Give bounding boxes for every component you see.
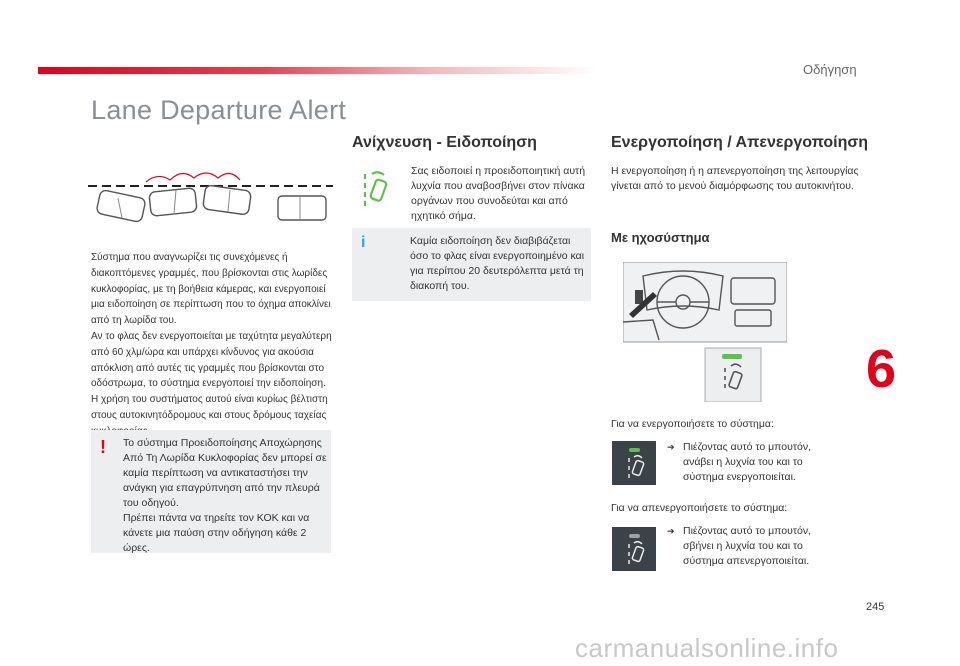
activate-step bbox=[667, 440, 827, 485]
detection-text: Σας ειδοποιεί η προειδοποιητική αυτή λυχνία που αναβοσβήνει στον πίνακα οργάνων που συνοδεύται και από ηχητικό σήμα. bbox=[411, 165, 586, 222]
warning-paragraph: Το σύστημα Προειδοποίησης Αποχώρησης Από Τη Λωρίδα Κυκλοφορίας δεν μπορεί σε καμία περίπτωση να αντικαταστήσει την ανάγκη για επαγρύπνηση από την πλευρά του οδηγού. bbox=[123, 437, 327, 509]
warning-icon: ! bbox=[100, 437, 106, 457]
activation-heading: Ενεργοποίηση / Απενεργοποίηση bbox=[611, 134, 869, 151]
deactivate-label: Για να απενεργοποιήσετε το σύστημα: bbox=[611, 502, 788, 514]
step-bullet-icon: ➔ bbox=[667, 442, 675, 452]
detection-heading: Ανίχνευση - Ειδοποίηση bbox=[352, 134, 537, 151]
page-title: Lane Departure Alert bbox=[91, 95, 347, 125]
dashboard-illustration bbox=[623, 262, 787, 402]
info-box bbox=[352, 228, 591, 301]
intro-paragraph: Αν το φλας δεν ενεργοποιείται με ταχύτητα μεγαλύτερη από 60 χλμ/ώρα και υπάρχει κίνδυνος για ακούσια απόκλιση από αυτές τις γραμμές που βρίσκονται στο οδόστρωμα, το σύστημα ενεργοποιεί την ειδοποίηση. bbox=[91, 330, 332, 390]
lane-alert-button-on[interactable] bbox=[612, 441, 656, 485]
activation-text: Η ενεργοποίηση ή η απενεργοποίηση της λειτουργίας γίνεται από το μενού διαμόρφωσης του αυτοκινήτου. bbox=[611, 165, 859, 192]
intro-paragraph: Η χρήση του συστήματος αυτού είναι κυρίως βέλτιστη στους αυτοκινητόδρομους και στους δρόμους ταχείας bbox=[91, 394, 328, 421]
lane-departure-illustration bbox=[88, 160, 333, 235]
lane-alert-off-icon bbox=[612, 527, 656, 571]
intro-paragraph: Σύστημα που αναγνωρίζει τις συνεχόμενες ή διακοπτόμενες γραμμές, που βρίσκονται στις λωρίδες κυκλοφορίας, με τη βοήθεια κάμερας, και ενεργοποιεί μια ειδοποίηση σε περίπτωση που το όχημα αποκλίνει από τη λωρίδα του. bbox=[91, 252, 331, 327]
section-label: Οδήγηση bbox=[803, 62, 857, 77]
audio-system-subheading: Με ηχοσύστημα bbox=[611, 230, 710, 245]
deactivate-step bbox=[667, 524, 827, 569]
activate-step-text: Πιέζοντας αυτό το μπουτόν, ανάβει η λυχνία του και το σύστημα ενεργοποιείται. bbox=[683, 441, 812, 483]
step-bullet-icon: ➔ bbox=[667, 526, 675, 536]
activate-label: Για να ενεργοποιήσετε το σύστημα: bbox=[611, 418, 774, 430]
header-accent-bar bbox=[38, 67, 598, 74]
intro-text bbox=[91, 250, 341, 440]
warning-paragraph: Πρέπει πάντα να τηρείτε τον ΚΟΚ και να κάνετε μια παύση στην οδήγηση κάθε 2 ώρες. bbox=[123, 512, 310, 554]
watermark: carmanualsonline.info bbox=[575, 633, 839, 663]
page-number: 245 bbox=[866, 601, 885, 613]
warning-text bbox=[123, 436, 328, 556]
lane-alert-button-off[interactable] bbox=[612, 527, 656, 571]
deactivate-step-text: Πιέζοντας αυτό το μπουτόν, σβήνει η λυχνία του και το σύστημα απενεργοποιείται. bbox=[683, 525, 812, 567]
lane-warning-lamp-icon bbox=[360, 170, 390, 208]
info-text: Καμία ειδοποίηση δεν διαβιβάζεται όσο το φλας είναι ενεργοποιημένο και για περίπου 20 δευτερόλεπτα μετά τη διακοπή του. bbox=[410, 235, 585, 292]
chapter-number: 6 bbox=[866, 339, 897, 399]
lane-alert-on-icon bbox=[612, 441, 656, 485]
warning-box bbox=[91, 430, 331, 553]
info-icon: i bbox=[361, 234, 366, 251]
